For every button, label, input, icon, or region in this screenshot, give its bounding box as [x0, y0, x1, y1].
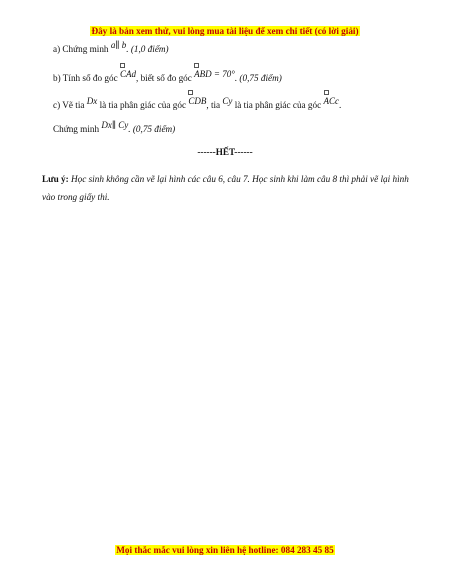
- item-c-text2: , tia: [206, 100, 221, 110]
- item-c-text3: là tia phân giác của góc: [234, 100, 322, 110]
- footer-banner: [0, 545, 450, 555]
- item-c-ray1: Dx: [86, 96, 98, 106]
- item-c-points: . (0,75 điểm): [128, 124, 176, 134]
- note-text: Học sinh không cần vẽ lại hình các câu 6, câu 7. Học sinh khi làm câu 8 thì phải vẽ lại hình vào trong giấy thi.: [42, 174, 409, 202]
- item-b-points: . (0,75 điểm): [234, 73, 282, 83]
- item-c-ray2: Cy: [222, 96, 233, 106]
- header-banner: [0, 26, 450, 36]
- item-c-angle2: [324, 96, 340, 106]
- item-c-prefix: c) Vẽ tia: [53, 100, 85, 110]
- item-c-angle1-text: CDB: [188, 96, 207, 106]
- question-item-b: [53, 69, 282, 83]
- item-c-text1: là tia phân giác của góc: [99, 100, 187, 110]
- item-c-angle1: [188, 96, 206, 106]
- item-a-points: . (1,0 điểm): [126, 44, 169, 54]
- header-banner-text: Đây là bản xem thử, vui lòng mua tài liệu để xem chi tiết (có lời giải): [91, 26, 359, 36]
- angle-hat-icon: [194, 63, 199, 68]
- note-paragraph: [42, 170, 422, 206]
- question-item-a: [53, 40, 169, 55]
- angle-hat-icon: [188, 90, 193, 95]
- item-c-end: .: [339, 100, 342, 110]
- item-c-line2-prefix: Chứng minh: [53, 124, 100, 134]
- question-item-c: [53, 96, 342, 110]
- footer-banner-text: Mọi thắc mắc vui lòng xin liên hệ hotline: 084 283 45 85: [116, 545, 334, 555]
- angle-hat-icon: [120, 63, 125, 68]
- item-b-angle1-text: CAd: [119, 69, 136, 79]
- item-b-angle1: [120, 69, 136, 79]
- item-b-angle2: [194, 69, 235, 79]
- item-b-angle2-text: ABD = 70°: [194, 69, 235, 79]
- item-b-middle: , biết số đo góc: [135, 73, 192, 83]
- item-c-line2-math: Dx∥ Cy: [101, 120, 129, 130]
- item-c-angle2-text: ACc: [323, 96, 339, 106]
- angle-hat-icon: [324, 90, 329, 95]
- end-marker: ------HẾT------: [197, 147, 253, 157]
- note-label: Lưu ý:: [42, 174, 69, 184]
- question-item-c-line2: [53, 120, 176, 135]
- item-a-math: a∥ b: [110, 40, 127, 50]
- item-b-prefix: b) Tính số đo góc: [53, 73, 118, 83]
- item-a-prefix: a) Chứng minh: [53, 44, 109, 54]
